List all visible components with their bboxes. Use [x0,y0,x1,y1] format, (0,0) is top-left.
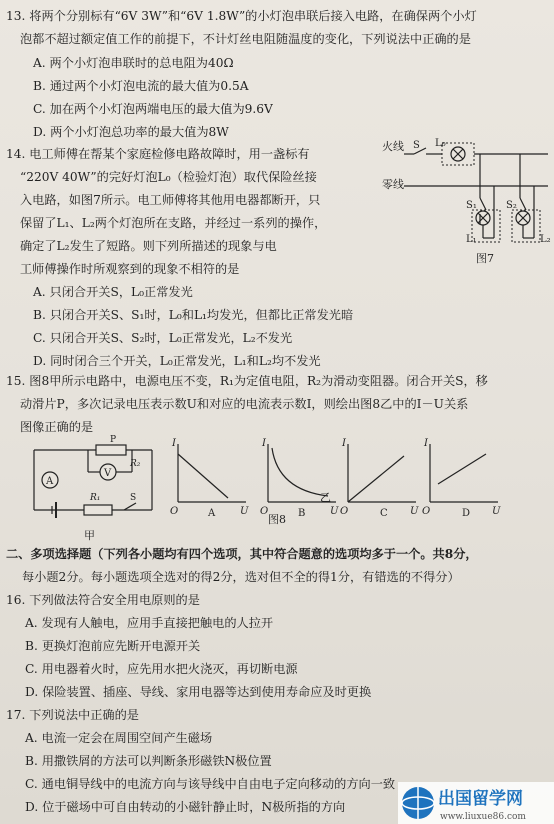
graph-a-y: I [172,438,176,449]
fig7-l1-label: L₁ [466,234,477,245]
q14-stem-line3: 入电路，如图7所示。电工师傅将其他用电器都断开，只 [20,193,321,207]
graph-c-y: I [342,438,346,449]
q16-option-c: C. 用电器着火时，应先用水把火浇灭，再切断电源 [25,662,298,676]
q14-option-d: D. 同时闭合三个开关，L₀正常发光，L₁和L₂均不发光 [33,354,321,368]
fig8-caption: 图8 [268,513,286,526]
figure8-yi-graphs [168,440,508,518]
fig8-r2-label: R₂ [130,459,141,469]
graph-b-label: B [298,508,306,519]
fig8-p-label: P [110,435,117,445]
watermark-url: www.liuxue86.com [440,812,526,822]
q14-option-b: B. 只闭合开关S、S₁时，L₀和L₁均发光，但都比正常发光暗 [33,308,354,322]
q17-option-b: B. 用撒铁屑的方法可以判断条形磁铁N极位置 [25,754,272,768]
graph-b-x: U [330,506,339,517]
graph-c-curve [348,456,404,502]
graph-d [430,444,498,502]
graph-b-o: O [260,506,269,517]
fig7-l2-label: L₂ [540,234,551,245]
fig7-live-label: 火线 [382,140,404,153]
q16-option-a: A. 发现有人触电，应用手直接把触电的人拉开 [25,616,274,630]
q13-stem-line2: 泡都不超过额定值工作的前提下，不计灯丝电阻随温度的变化，下列说法中正确的是 [20,32,471,46]
figure7-circuit [380,138,552,278]
q16-option-d: D. 保险装置、插座、导线、家用电器等达到使用寿命应及时更换 [25,685,372,699]
fig7-caption: 图7 [476,252,494,265]
q15-stem-line3: 图像正确的是 [20,420,94,434]
fig7-l0-label: L₀ [435,138,446,149]
q16-option-b: B. 更换灯泡前应先断开电源开关 [25,639,201,653]
q13-stem-line1: 13. 将两个分别标有“6V 3W”和“6V 1.8W”的小灯泡串联后接入电路，在确保两个小灯 [6,9,477,23]
q17-option-a: A. 电流一定会在周围空间产生磁场 [25,731,213,745]
q14-stem-line4: 保留了L₁、L₂两个灯泡所在支路，并经过一系列的操作， [20,216,327,230]
graph-a [178,444,246,502]
q17-option-d: D. 位于磁场中可自由转动的小磁针静止时，N极所指的方向 [25,800,346,814]
graph-a-curve [178,454,228,498]
fig8-r2 [96,445,126,455]
graph-d-label: D [462,508,471,519]
graph-c-label: C [380,508,388,519]
fig8-s-label: S [130,493,137,503]
q14-stem-line1: 14. 电工师傅在帮某个家庭检修电路故障时，用一盏标有 [6,147,310,161]
fig8-jia-label: 甲 [84,529,95,542]
watermark-logo [398,782,554,824]
q14-option-c: C. 只闭合开关S、S₂时，L₀正常发光，L₂不发光 [33,331,293,345]
q14-stem-line2: “220V 40W”的完好灯泡L₀（检验灯泡）取代保险丝接 [20,170,317,184]
q13-option-a: A. 两个小灯泡串联时的总电阻为40Ω [33,56,234,70]
q14-stem-line5: 确定了L₂发生了短路。则下列所描述的现象与电 [20,239,277,253]
q14-option-a: A. 只闭合开关S，L₀正常发光 [33,285,193,299]
section2-heading-line2: 每小题2分。每小题选项全选对的得2分，选对但不全的得1分，有错选的不得分） [22,570,460,584]
graph-d-x: U [492,506,501,517]
fig8-ammeter-label: A [46,476,54,487]
q15-stem-line1: 15. 图8甲所示电路中，电源电压不变，R₁为定值电阻，R₂为滑动变阻器。闭合开关S，移 [6,374,488,388]
fig7-s-label: S [413,140,420,151]
q13-option-b: B. 通过两个小灯泡电流的最大值为0.5A [33,79,249,93]
q13-option-c: C. 加在两个小灯泡两端电压的最大值为9.6V [33,102,273,116]
graph-d-o: O [422,506,431,517]
section2-heading-line1: 二、多项选择题（下列各小题均有四个选项，其中符合题意的选项均多于一个。共8分， [6,547,478,561]
fig8-yi-label: 乙 [320,491,331,504]
graph-b-y: I [262,438,266,449]
fig7-s1-label: S₁ [466,200,477,211]
graph-d-y: I [424,438,428,449]
fig8-r1 [84,505,112,515]
q16-stem: 16. 下列做法符合安全用电原则的是 [6,593,200,607]
q13-option-d: D. 两个小灯泡总功率的最大值为8W [33,125,229,139]
fig8-r1-label: R₁ [90,493,101,503]
q17-option-c: C. 通电铜导线中的电流方向与该导线中自由电子定向移动的方向一致 [25,777,396,791]
graph-c-o: O [340,506,349,517]
graph-c [348,444,416,502]
graph-a-o: O [170,506,179,517]
graph-a-x: U [240,506,249,517]
watermark-name: 出国留学网 [438,789,523,809]
graph-c-x: U [410,506,419,517]
fig7-s2-label: S₂ [506,200,517,211]
fig8-switch [124,503,136,510]
figure8-jia-circuit [28,435,163,524]
fig8-voltmeter-label: V [104,468,112,479]
graph-b-curve [272,448,328,496]
graph-d-curve [438,454,486,484]
q17-stem: 17. 下列说法中正确的是 [6,708,139,722]
q14-stem-line6: 工师傅操作时所观察到的现象不相符的是 [20,262,240,276]
q15-stem-line2: 动滑片P，多次记录电压表示数U和对应的电流表示数I，则绘出图8乙中的I－U关系 [20,397,469,411]
fig7-neutral-label: 零线 [382,178,404,191]
graph-a-label: A [208,508,216,519]
